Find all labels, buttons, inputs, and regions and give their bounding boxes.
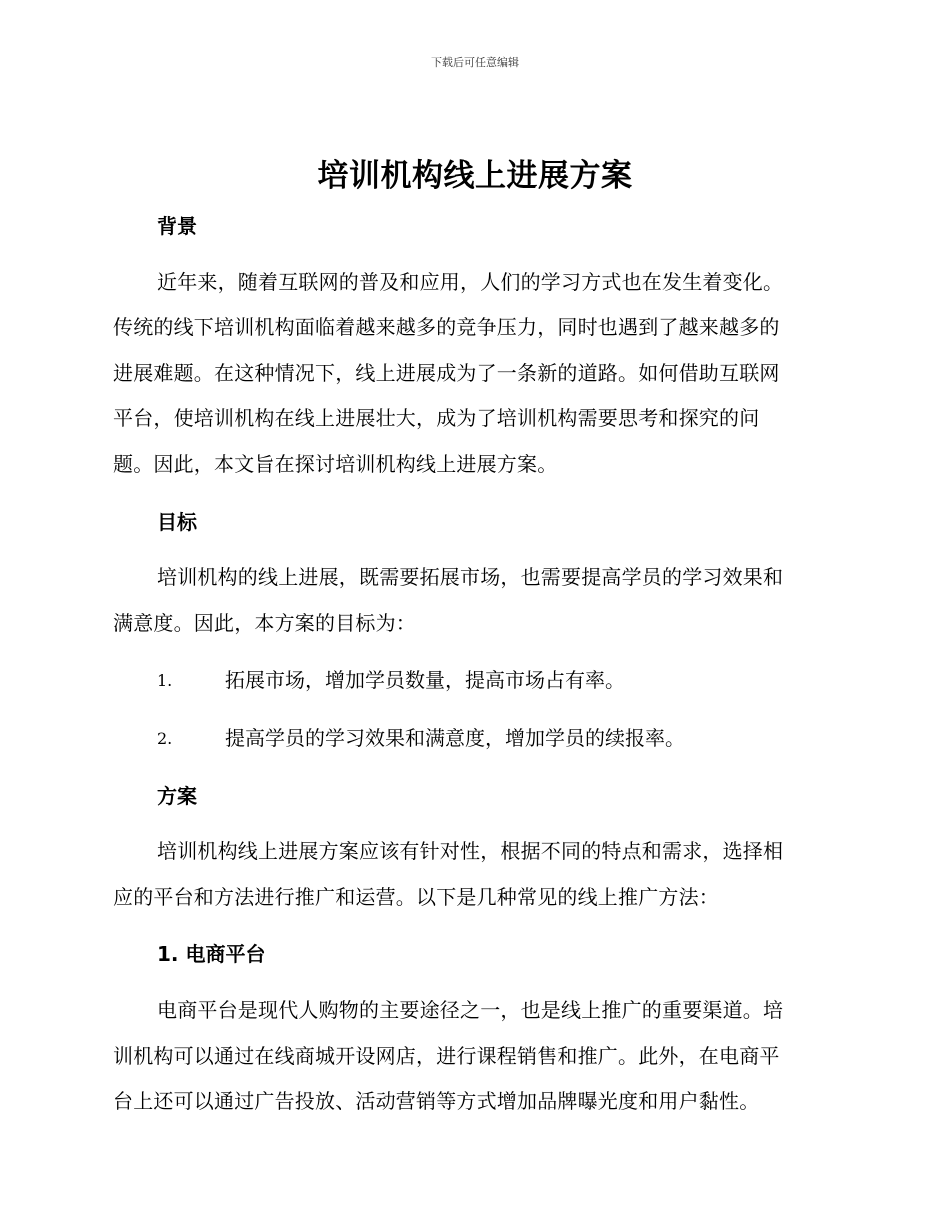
section-heading-background: 背景 (157, 214, 197, 238)
ecommerce-line-2: 训机构可以通过在线商城开设网店，进行课程销售和推广。此外，在电商平 (113, 1043, 780, 1068)
goal-list-text-1: 拓展市场，增加学员数量，提高市场占有率。 (225, 668, 625, 693)
plan-line-1: 培训机构线上进展方案应该有针对性，根据不同的特点和需求，选择相 (157, 839, 784, 864)
document-title: 培训机构线上进展方案 (317, 158, 633, 194)
goal-line-2: 满意度。因此，本方案的目标为： (113, 610, 416, 635)
goal-list-item-2 (113, 716, 833, 762)
ecommerce-line-3: 台上还可以通过广告投放、活动营销等方式增加品牌曝光度和用户黏性。 (113, 1089, 760, 1114)
document-body (113, 204, 833, 1125)
section-heading-goal: 目标 (157, 509, 197, 534)
background-line-4: 平台，使培训机构在线上进展壮大，成为了培训机构需要思考和探究的问 (113, 406, 760, 431)
ecommerce-line-1: 电商平台是现代人购物的主要途径之一，也是线上推广的重要渠道。培 (157, 997, 784, 1022)
goal-paragraph (113, 555, 833, 646)
goal-list-text-2: 提高学员的学习效果和满意度，增加学员的续报率。 (225, 725, 685, 750)
header-note: 下载后可任意编辑 (431, 56, 519, 69)
background-paragraph (113, 260, 833, 488)
plan-line-2: 应的平台和方法进行推广和运营。以下是几种常见的线上推广方法： (113, 884, 719, 909)
section-heading-plan: 方案 (157, 783, 197, 808)
background-line-2: 传统的线下培训机构面临着越来越多的竞争压力，同时也遇到了越来越多的 (113, 315, 780, 340)
background-line-3: 进展难题。在这种情况下，线上进展成为了一条新的道路。如何借助互联网 (113, 360, 780, 385)
goal-list-number-2: 2. (157, 728, 173, 748)
background-line-5: 题。因此，本文旨在探讨培训机构线上进展方案。 (113, 451, 558, 476)
goal-line-1: 培训机构的线上进展，既需要拓展市场，也需要提高学员的学习效果和 (157, 565, 784, 590)
subsection-heading-ecommerce: 1. 电商平台 (157, 942, 266, 967)
goal-list-number-1: 1. (157, 671, 173, 691)
background-line-1: 近年来，随着互联网的普及和应用，人们的学习方式也在发生着变化。 (157, 269, 784, 294)
goal-list-item-1 (113, 658, 833, 704)
plan-paragraph (113, 829, 833, 920)
ecommerce-paragraph (113, 988, 833, 1125)
